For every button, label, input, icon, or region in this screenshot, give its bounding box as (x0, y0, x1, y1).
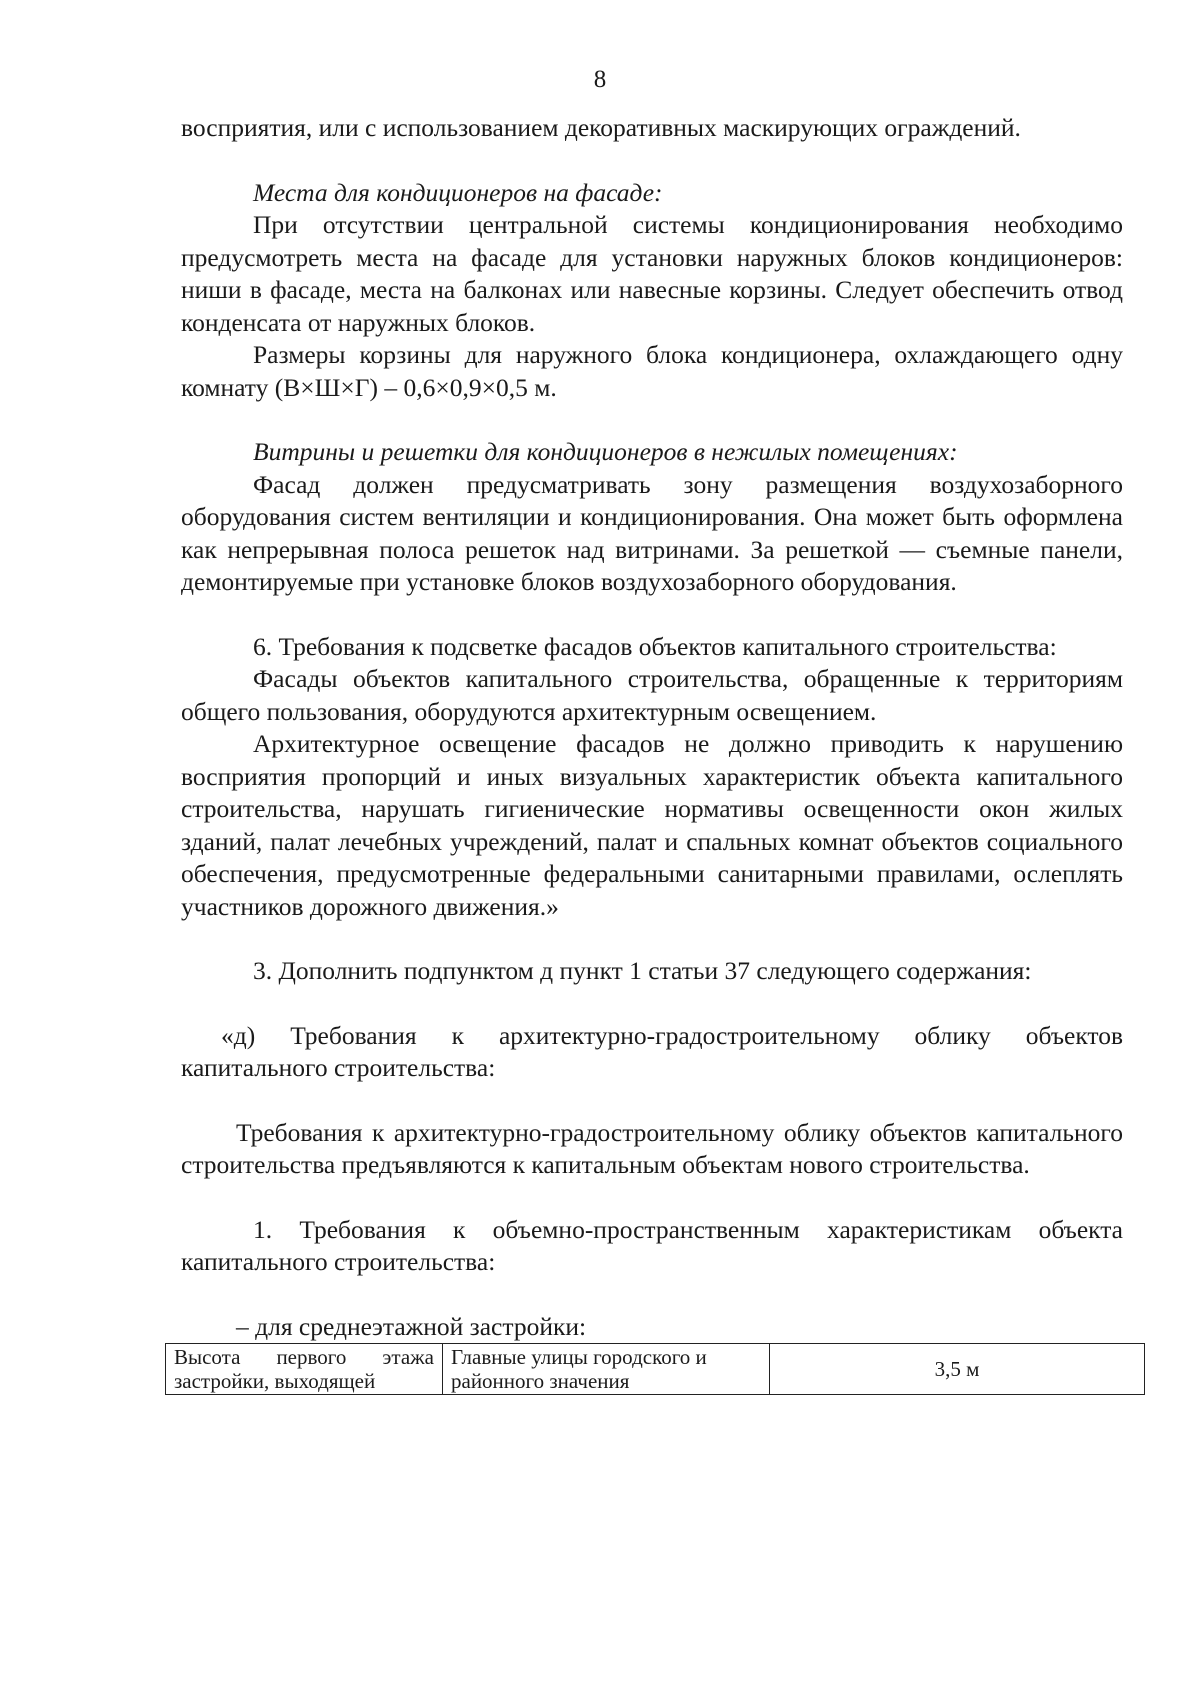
paragraph: восприятия, или с использованием декоративных маскирующих ограждений. (181, 113, 1021, 142)
table-caption: – для среднеэтажной застройки: (236, 1311, 587, 1341)
paragraph: Фасад должен предусматривать зону размещения воздухозаборного оборудования систем вентиляции и кондиционирования. Она может быть оформлена как непрерывная полоса решеток над витринами. За решеткой — съемные панели, демонтируемые при установке блоков воздухозаборного оборудования. (181, 469, 1123, 596)
section-heading: Места для кондиционеров на фасаде: (253, 177, 663, 207)
paragraph: Архитектурное освещение фасадов не должно приводить к нарушению восприятия пропорций и иных визуальных характеристик объекта капитального строительства, нарушать гигиенические нормативы освещенности окон жилых зданий, палат лечебных учреждений, палат и спальных комнат объектов социального обеспечения, предусмотренные федеральными санитарными правилами, ослеплять участников дорожного движения.» (181, 729, 1123, 921)
section-heading: Витрины и решетки для кондиционеров в нежилых помещениях: (253, 437, 958, 466)
numbered-paragraph: 6. Требования к подсветке фасадов объектов капитального строительства: (253, 631, 1057, 661)
paragraph: Требования к архитектурно-градостроительному облику объектов капитального строительства предъявляются к капитальным объектам нового строительства. (181, 1117, 1123, 1179)
paragraph: При отсутствии центральной системы кондиционирования необходимо предусмотреть места на фасаде для установки наружных блоков кондиционеров: ниши в фасаде, места на балконах или навесные корзины. Следует обеспечить отвод конденсата от наружных блоков. (181, 210, 1123, 337)
document-body (174, 112, 1123, 1395)
table-cell: Высота первого этажа застройки, выходящей (166, 1344, 443, 1395)
table-cell: 3,5 м (770, 1344, 1145, 1395)
quoted-paragraph: «д) Требования к архитектурно-градостроительному облику объектов капитального строительства: (181, 1020, 1123, 1082)
numbered-paragraph: 3. Дополнить подпунктом д пункт 1 статьи 37 следующего содержания: (253, 956, 1032, 985)
paragraph: Фасады объектов капитального строительства, обращенные к территориям общего пользования, оборудуются архитектурным освещением. (181, 664, 1123, 726)
paragraph: Размеры корзины для наружного блока кондиционера, охлаждающего одну комнату (В×Ш×Г) – 0,6×0,9×0,5 м. (181, 340, 1123, 402)
page-number: 8 (593, 66, 607, 93)
requirements-table (165, 1343, 1145, 1395)
numbered-paragraph: 1. Требования к объемно-пространственным характеристикам объекта капитального строительства: (181, 1214, 1123, 1276)
table-row (166, 1344, 1145, 1395)
table-cell: Главные улицы городского и районного значения (443, 1344, 770, 1395)
